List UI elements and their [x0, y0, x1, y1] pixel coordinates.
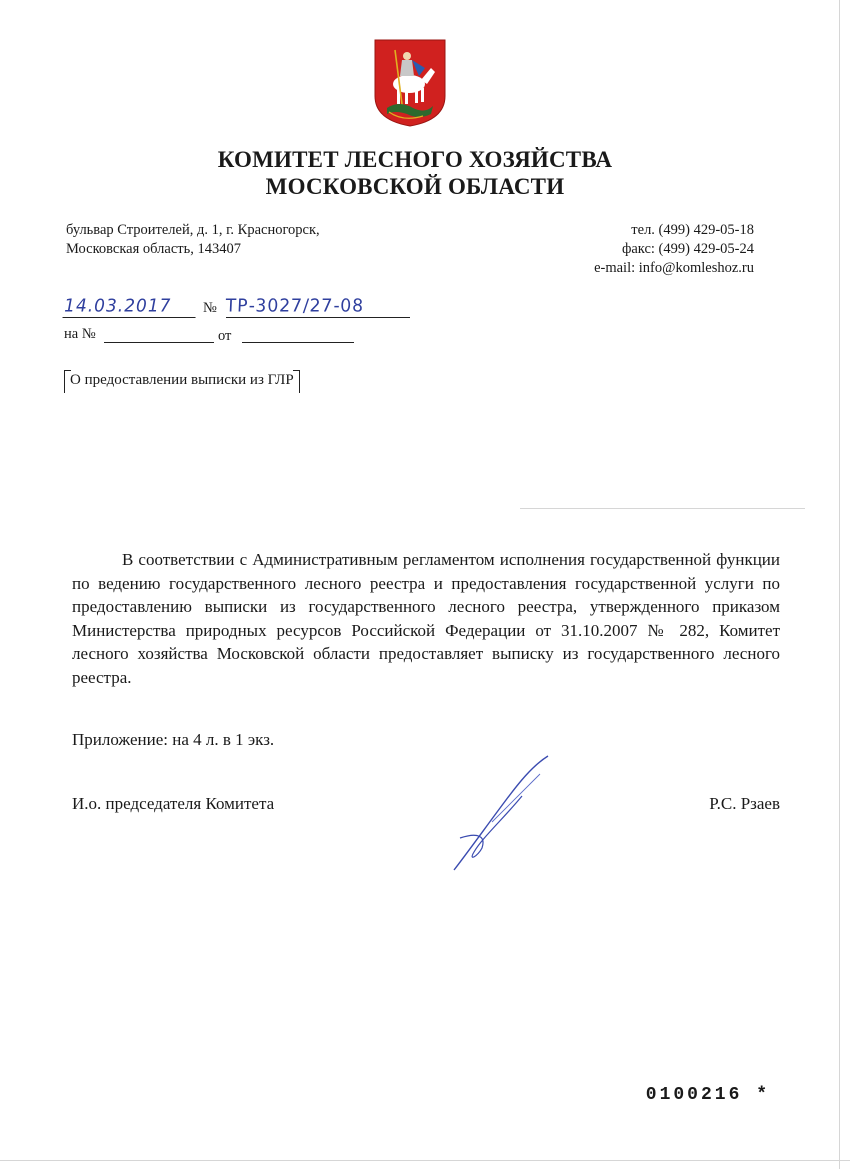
reference-line [64, 326, 364, 346]
moscow-oblast-coat-of-arms [373, 38, 447, 128]
appendix-note: Приложение: на 4 л. в 1 экз. [72, 730, 275, 749]
scan-artifact-bottom [0, 1160, 850, 1161]
signatory-position: И.о. председателя Комитета [72, 794, 275, 813]
org-title-line-1: КОМИТЕТ ЛЕСНОГО ХОЗЯЙСТВА [217, 147, 613, 172]
scan-artifact-line [520, 508, 805, 509]
organization-address [66, 221, 320, 259]
organization-contacts [594, 221, 754, 278]
subject-bracket-left [64, 370, 71, 393]
signatory-name: Р.С. Рзаев [709, 794, 780, 813]
contact-email: e-mail: info@komleshoz.ru [594, 260, 754, 276]
address-line-2: Московская область, 143407 [66, 241, 241, 257]
organization-title [0, 146, 830, 200]
registration-number [226, 296, 410, 318]
registration-date [62, 296, 198, 318]
coat-of-arms-icon [373, 38, 447, 128]
address-line-1: бульвар Строителей, д. 1, г. Красногорск, [66, 222, 320, 238]
reference-date-blank [242, 342, 354, 343]
letter-subject [64, 370, 300, 396]
registration-date-value: 14.03.2017 [64, 295, 172, 317]
letter-body: В соответствии с Административным регламентом исполнения государственной функции по ведению государственного лесного реестра и предоставления государственной услуги по предоставлению выписки из государственного лесного реестра, утвержденного приказом Министерства природных ресурсов Российской Федерации от 31.10.2007 № 282, Комитет лесного хозяйства Московской области предоставляет выписку из государственного лесного реестра. [72, 550, 780, 687]
signature-icon [448, 752, 558, 872]
subject-bracket-right [293, 370, 300, 393]
document-code: 0100216 * [645, 1085, 770, 1105]
scan-artifact-edge [839, 0, 840, 1169]
contact-phone: тел. (499) 429-05-18 [631, 222, 754, 238]
reference-number-blank [104, 342, 214, 343]
registration-number-value: ТР-3027/27-08 [224, 295, 366, 317]
subject-text: О предоставлении выписки из ГЛР [70, 372, 294, 388]
contact-fax: факс: (499) 429-05-24 [621, 241, 754, 257]
registration-line [64, 296, 484, 320]
reference-from-label: от [218, 328, 232, 344]
handwritten-signature [448, 752, 558, 872]
number-sign: № [203, 300, 217, 316]
reference-label: на № [64, 326, 96, 342]
org-title-line-2: МОСКОВСКОЙ ОБЛАСТИ [265, 174, 565, 199]
